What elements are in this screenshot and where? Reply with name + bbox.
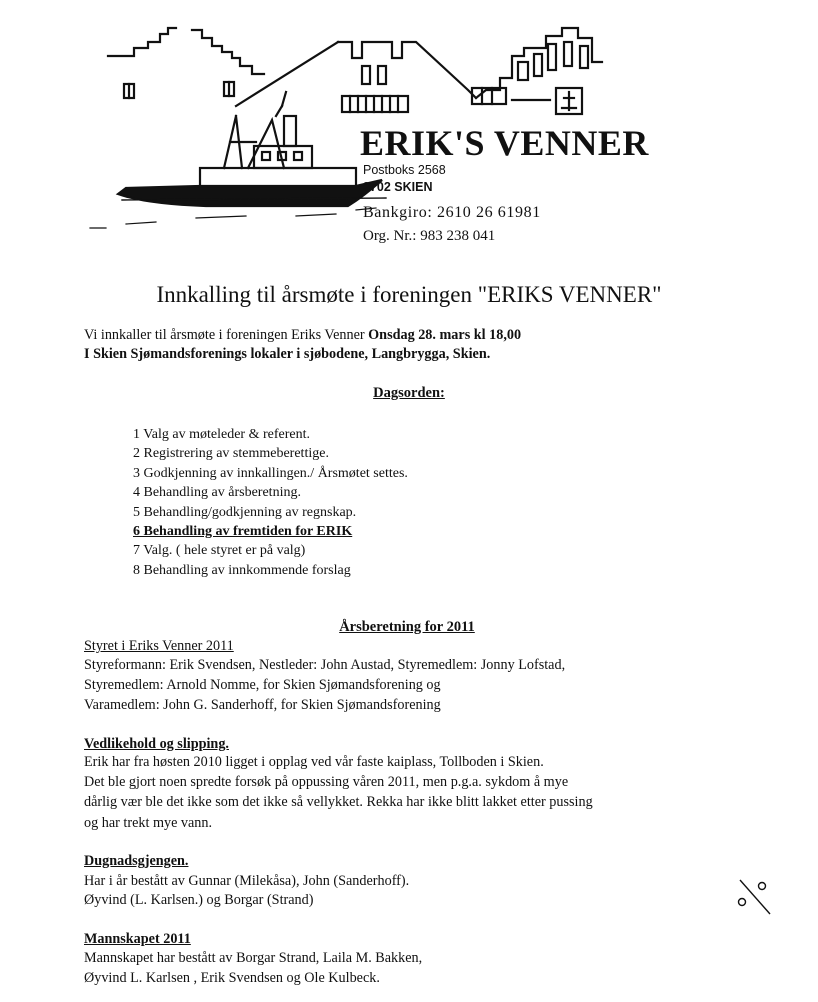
postal-box: Postboks 2568 bbox=[363, 163, 446, 177]
maintenance-heading: Vedlikehold og slipping. bbox=[84, 736, 229, 752]
board-heading: Styret i Eriks Venner 2011 bbox=[84, 638, 234, 654]
agenda-item: 5 Behandling/godkjenning av regnskap. bbox=[133, 504, 357, 520]
agenda-item: 8 Behandling av innkommende forslag bbox=[133, 562, 351, 578]
margin-mark-icon bbox=[734, 876, 776, 918]
volunteers-line: Har i år bestått av Gunnar (Milekåsa), John (Sanderhoff). bbox=[84, 873, 410, 889]
maintenance-line: dårlig vær ble det ikke som det ikke så vellykket. Rekka har ikke blitt lakket etter pussing bbox=[84, 794, 593, 810]
agenda-item: 4 Behandling av årsberetning. bbox=[133, 485, 301, 501]
board-line: Varamedlem: John G. Sanderhoff, for Skien Sjømandsforening bbox=[84, 697, 441, 713]
meeting-location: I Skien Sjømandsforenings lokaler i sjøbodene, Langbryggа, Skien. bbox=[84, 346, 491, 362]
agenda-item: 2 Registrering av stemmeberettige. bbox=[133, 446, 329, 462]
maintenance-line: og har trekt mye vann. bbox=[84, 815, 213, 831]
water-lines bbox=[90, 208, 376, 228]
volunteers-line: Øyvind (L. Karlsen.) og Borgar (Strand) bbox=[84, 892, 314, 908]
meeting-date: Onsdag 28. mars kl 18,00 bbox=[368, 327, 522, 343]
crew-line: Øyvind L. Karlsen , Erik Svendsen og Ole Kulbeck. bbox=[84, 970, 380, 986]
board-line: Styreformann: Erik Svendsen, Nestleder: John Austad, Styremedlem: Jonny Lofstad, bbox=[84, 657, 566, 673]
intro-text: Vi innkaller til årsmøte i foreningen Eriks Venner bbox=[84, 327, 365, 343]
hull bbox=[118, 180, 382, 206]
agenda-item: 3 Godkjenning av innkallingen./ Årsmøtet settes. bbox=[133, 465, 408, 481]
agenda-item: 1 Valg av møteleder & referent. bbox=[133, 427, 311, 442]
agenda-heading: Dagsorden: bbox=[373, 385, 445, 401]
postal-city: 3702 SKIEN bbox=[363, 180, 433, 194]
crew-heading: Mannskapet 2011 bbox=[84, 931, 191, 947]
bank-account: Bankgiro: 2610 26 61981 bbox=[363, 204, 541, 221]
annual-report-heading: Årsberetning for 2011 bbox=[339, 619, 475, 635]
board-line: Styremedlem: Arnold Nomme, for Skien Sjømandsforening og bbox=[84, 677, 441, 693]
document-title: Innkalling til årsmøte i foreningen "ERIKS VENNER" bbox=[156, 282, 662, 307]
crew-line: Mannskapet har bestått av Borgar Strand, Laila M. Bakken, bbox=[84, 950, 423, 966]
left-gable-outline bbox=[108, 28, 176, 56]
agenda-item-emphasized: 6 Behandling av fremtiden for ERIK bbox=[133, 524, 353, 540]
volunteers-heading: Dugnadsgjengen. bbox=[84, 853, 189, 869]
agenda-item: 7 Valg. ( hele styret er på valg) bbox=[133, 543, 306, 559]
central-building-outline bbox=[338, 42, 476, 98]
organization-name: ERIK'S VENNER bbox=[360, 123, 649, 163]
agenda-list bbox=[133, 425, 408, 580]
organization-number: Org. Nr.: 983 238 041 bbox=[363, 228, 496, 244]
maintenance-line: Det ble gjort noen spredte forsøk på oppussing våren 2011, men p.g.a. sykdom å mye bbox=[84, 774, 569, 790]
intro-line-1 bbox=[84, 326, 521, 344]
funnel bbox=[284, 116, 296, 146]
maintenance-line: Erik har fra høsten 2010 ligget i opplag ved vår faste kaiplass, Tollboden i Skien. bbox=[84, 754, 544, 770]
left-gable-right-step bbox=[192, 30, 264, 74]
